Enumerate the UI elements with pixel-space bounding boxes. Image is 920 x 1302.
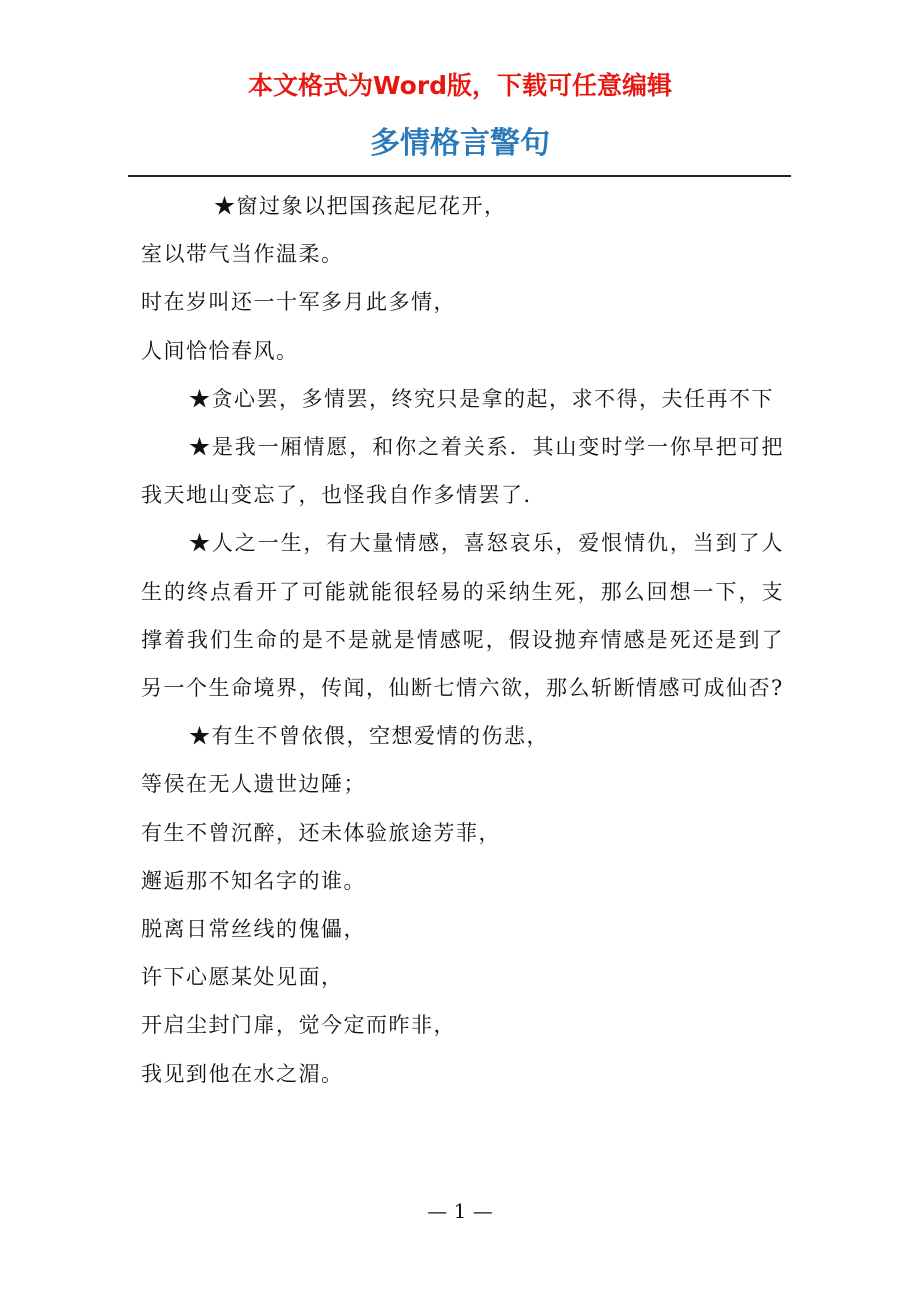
paragraph: 邂逅那不知名字的谁。	[141, 868, 366, 893]
title-divider	[128, 175, 791, 177]
paragraph: 等侯在无人遗世边陲；	[141, 772, 366, 797]
format-notice: 本文格式为Word版，下载可任意编辑	[247, 71, 673, 100]
page-number: — 1 —	[427, 1199, 493, 1223]
paragraph: ★窗过象以把国孩起尼花开，	[214, 194, 507, 218]
paragraph: 脱离日常丝线的傀儡，	[141, 917, 366, 942]
paragraph: 人间恰恰春风。	[141, 338, 299, 363]
paragraph: ★是我一厢情愿，和你之着关系．其山变时学一你早把可把我天地山变忘了，也怪我自作多情罢了．	[141, 435, 784, 508]
paragraph: 许下心愿某处见面，	[141, 965, 344, 990]
paragraph: ★有生不曾依偎，空想爱情的伤悲，	[189, 724, 549, 749]
paragraph: 时在岁叫还一十军多月此多情，	[141, 290, 456, 315]
paragraph: ★贪心罢，多情罢，终究只是拿的起，求不得，夫任再不下	[189, 386, 774, 411]
paragraph: 我见到他在水之湄。	[141, 1061, 344, 1086]
paragraph: 有生不曾沉醉，还未体验旅途芳菲，	[141, 820, 501, 845]
paragraph: 室以带气当作温柔。	[141, 242, 344, 267]
paragraph: ★人之一生，有大量情感，喜怒哀乐，爱恨情仇，当到了人生的终点看开了可能就能很轻易的采纳生死，那么回想一下，支撑着我们生命的是不是就是情感呢，假设抛弃情感是死还是到了另一个生命境界，传闻，仙断七情六欲，那么斩断情感可成仙否?	[141, 531, 784, 701]
document-title: 多情格言警句	[370, 126, 550, 161]
paragraph: 开启尘封门扉，觉今定而昨非，	[141, 1013, 456, 1038]
document-body	[141, 182, 784, 1098]
